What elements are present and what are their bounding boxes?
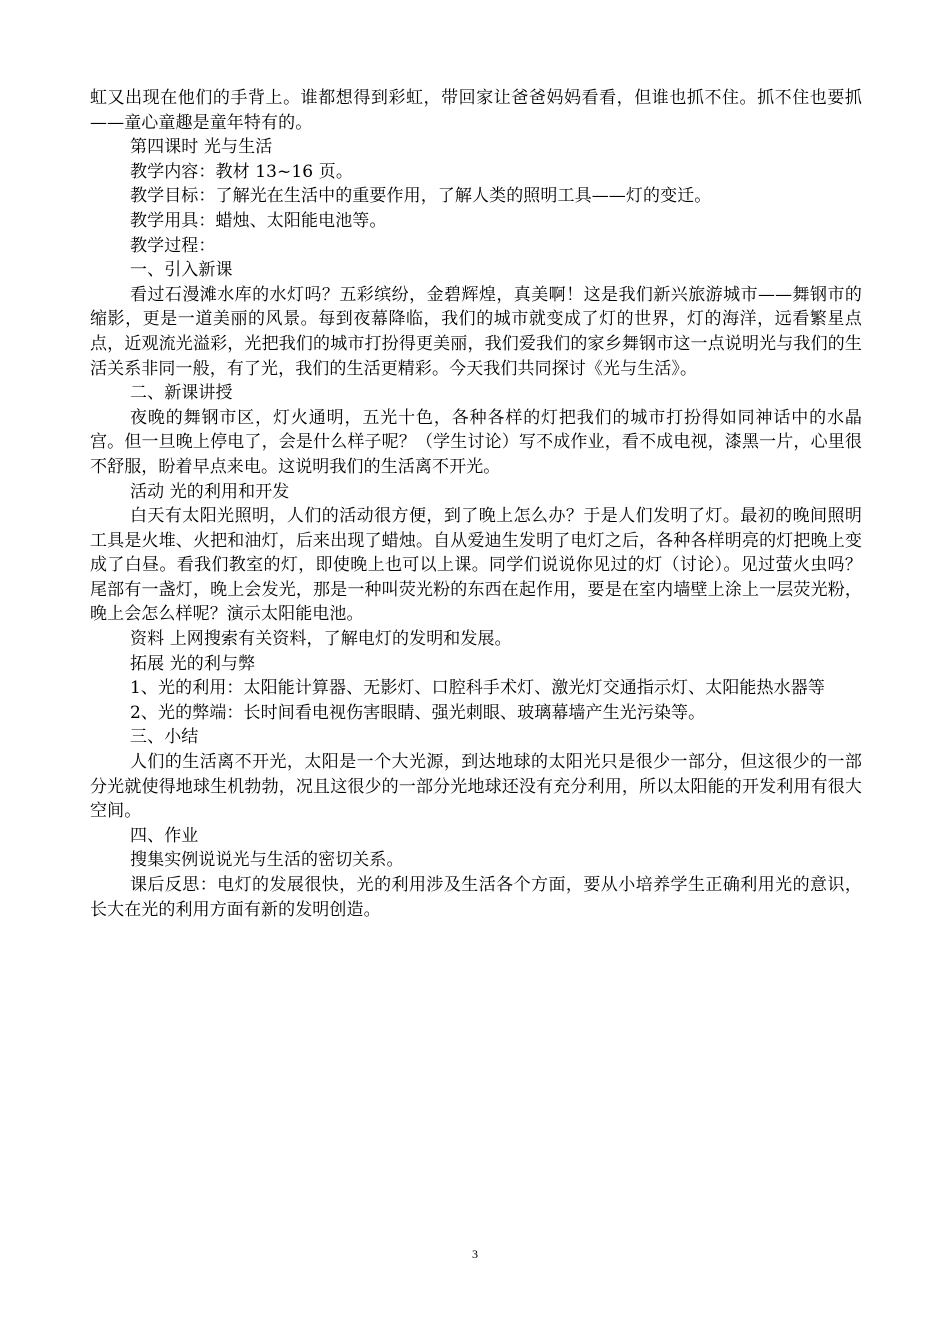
section-heading-homework: 四、作业 — [130, 825, 199, 846]
paragraph-new-lesson: 夜晚的舞钢市区，灯火通明，五光十色，各种各样的灯把我们的城市打扮得如同神话中的水晶宫。但一旦晚上停电了，会是什么样子呢？（学生讨论）写不成作业，看不成电视，漆黑一片，心里很不舒服，盼着早点来电。这说明我们的生活离不开光。 — [90, 407, 862, 477]
teaching-tools: 教学用具：蜡烛、太阳能电池等。 — [130, 210, 387, 231]
paragraph-0: 虹又出现在他们的手背上。谁都想得到彩虹，带回家让爸爸妈妈看看，但谁也抓不住。抓不住也要抓——童心童趣是童年特有的。 — [90, 88, 862, 133]
section-heading-summary: 三、小结 — [130, 727, 199, 748]
activity-heading: 活动 光的利用和开发 — [130, 481, 290, 502]
paragraph-homework: 搜集实例说说光与生活的密切关系。 — [130, 850, 404, 871]
paragraph-reflection: 课后反思：电灯的发展很快，光的利用涉及生活各个方面，要从小培养学生正确利用光的意识，长大在光的利用方面有新的发明创造。 — [90, 875, 862, 920]
list-item-benefits: 1、光的利用：太阳能计算器、无影灯、口腔科手术灯、激光灯交通指示灯、太阳能热水器等 — [130, 678, 825, 699]
section-heading-new-lesson: 二、新课讲授 — [130, 383, 233, 404]
section-heading-intro: 一、引入新课 — [130, 260, 233, 281]
document-body — [90, 86, 862, 922]
paragraph-intro: 看过石漫滩水库的水灯吗？五彩缤纷，金碧辉煌，真美啊！这是我们新兴旅游城市——舞钢市的缩影，更是一道美丽的风景。每到夜幕降临，我们的城市就变成了灯的世界，灯的海洋，远看繁星点点，近观流光溢彩，光把我们的城市打扮得更美丽，我们爱我们的家乡舞钢市这一点说明光与我们的生活关系非同一般，有了光，我们的生活更精彩。今天我们共同探讨《光与生活》。 — [90, 284, 862, 379]
paragraph-summary: 人们的生活离不开光，太阳是一个大光源，到达地球的太阳光只是很少一部分，但这很少的一部分光就使得地球生机勃勃，况且这很少的一部分光地球还没有充分利用，所以太阳能的开发利用有很大空间。 — [90, 752, 862, 822]
resource-line: 资料 上网搜索有关资料，了解电灯的发明和发展。 — [130, 629, 512, 650]
list-item-drawbacks: 2、光的弊端：长时间看电视伤害眼睛、强光刺眼、玻璃幕墙产生光污染等。 — [130, 702, 706, 723]
paragraph-activity: 白天有太阳光照明，人们的活动很方便，到了晚上怎么办？于是人们发明了灯。最初的晚间照明工具是火堆、火把和油灯，后来出现了蜡烛。自从爱迪生发明了电灯之后，各种各样明亮的灯把晚上变成了白昼。看我们教室的灯，即使晚上也可以上课。同学们说说你见过的灯（讨论）。见过萤火虫吗？尾部有一盏灯，晚上会发光，那是一种叫荧光粉的东西在起作用，要是在室内墙壁上涂上一层荧光粉，晚上会怎么样呢？演示太阳能电池。 — [90, 506, 862, 625]
extension-heading: 拓展 光的利与弊 — [130, 653, 256, 674]
teaching-goal: 教学目标：了解光在生活中的重要作用，了解人类的照明工具——灯的变迁。 — [130, 186, 712, 207]
lesson-title: 第四课时 光与生活 — [130, 137, 273, 158]
teaching-process-heading: 教学过程： — [130, 235, 216, 256]
page-number: 3 — [472, 1247, 478, 1261]
teaching-content: 教学内容：教材 13~16 页。 — [130, 161, 353, 182]
